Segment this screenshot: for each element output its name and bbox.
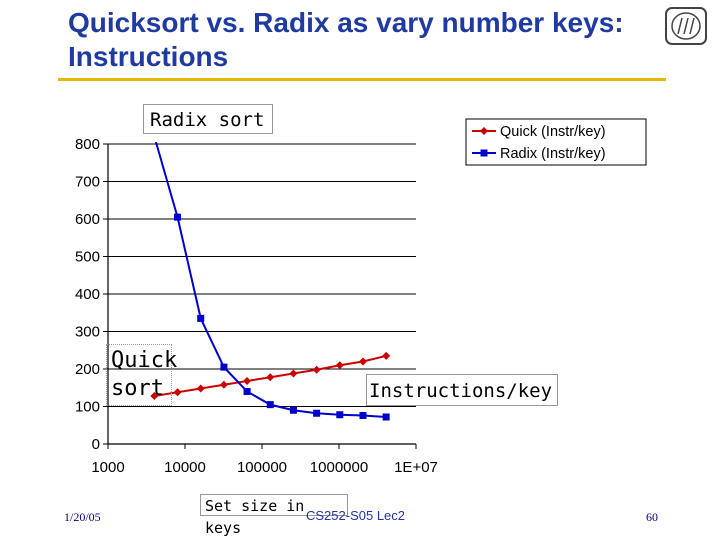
data-point bbox=[174, 388, 182, 396]
data-point bbox=[336, 361, 344, 369]
data-point bbox=[313, 366, 321, 374]
x-tick-label: 1000000 bbox=[309, 459, 369, 476]
data-point bbox=[220, 381, 228, 389]
data-point bbox=[220, 364, 227, 371]
data-point bbox=[174, 214, 181, 221]
quick-sort-annotation bbox=[106, 344, 178, 406]
slide-title: Quicksort vs. Radix as vary number keys: Instructions bbox=[68, 7, 624, 72]
x-tick-labels bbox=[91, 459, 438, 476]
data-point bbox=[359, 358, 367, 366]
chart-series bbox=[150, 133, 390, 421]
y-tick-label: 200 bbox=[74, 361, 100, 378]
radix-sort-label: Radix sort bbox=[150, 109, 265, 131]
x-tick-label: 100000 bbox=[236, 459, 288, 476]
series-quick bbox=[150, 352, 390, 400]
data-point bbox=[197, 385, 205, 393]
x-tick-label: 1000 bbox=[91, 459, 125, 476]
y-tick-label: 500 bbox=[74, 248, 100, 266]
course-footer: CS252-S05 Lec2 bbox=[306, 508, 406, 523]
page-number: 60 bbox=[646, 510, 658, 524]
chart-legend bbox=[466, 119, 646, 165]
data-point bbox=[243, 377, 251, 385]
data-point bbox=[383, 414, 390, 421]
data-point bbox=[197, 315, 204, 322]
y-tick-labels bbox=[75, 136, 100, 453]
data-point bbox=[290, 407, 297, 414]
data-point bbox=[313, 410, 320, 417]
x-tick-label: 10000 bbox=[164, 459, 206, 476]
legend-marker bbox=[481, 150, 488, 157]
data-point bbox=[359, 412, 366, 419]
y-tick-label: 800 bbox=[74, 136, 100, 153]
slide-date: 1/20/05 bbox=[64, 510, 101, 524]
legend-label: Radix (Instr/key) bbox=[500, 146, 606, 162]
y-tick-label: 700 bbox=[74, 173, 100, 191]
y-tick-label: 400 bbox=[74, 286, 100, 303]
set-size-label: Set size in keys bbox=[205, 497, 305, 537]
instructions-per-key-label: Instructions/key bbox=[369, 380, 553, 402]
y-tick-label: 600 bbox=[74, 211, 100, 228]
y-tick-label: 0 bbox=[91, 436, 100, 453]
quick-sort-label-line1: Quick bbox=[111, 348, 178, 373]
data-point bbox=[382, 352, 390, 360]
data-point bbox=[336, 411, 343, 418]
quick-sort-label-line2: sort bbox=[111, 376, 164, 401]
data-point bbox=[266, 373, 274, 381]
legend-label: Quick (Instr/key) bbox=[500, 124, 606, 140]
radix-sort-annotation bbox=[143, 104, 273, 134]
y-tick-label: 300 bbox=[74, 323, 100, 341]
y-tick-label: 100 bbox=[74, 398, 100, 416]
data-point bbox=[289, 370, 297, 378]
data-point bbox=[267, 401, 274, 408]
x-tick-label: 1E+07 bbox=[394, 459, 438, 476]
data-point bbox=[244, 388, 251, 395]
instructions-per-key-annotation bbox=[366, 374, 558, 406]
